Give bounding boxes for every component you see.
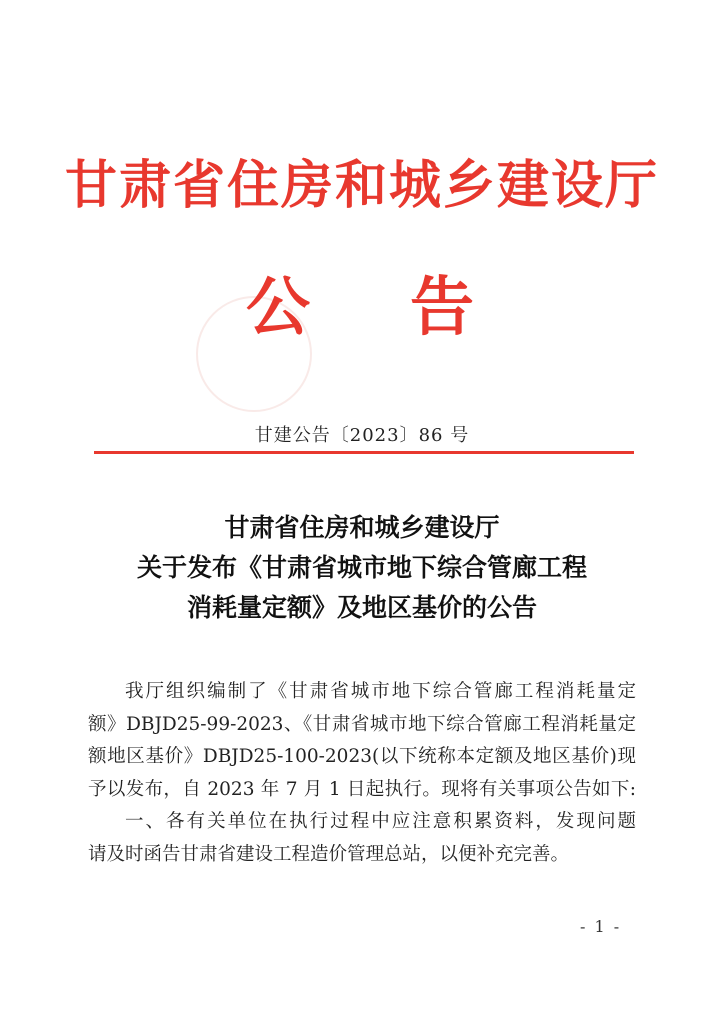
body-line-4: 予以发布，自 2023 年 7 月 1 日起执行。现将有关事项公告如下: [88,778,636,800]
notice-char-1: 公 [246,271,310,345]
body-line-2: 额》DBJD25-99-2023、《甘肃省城市地下综合管廊工程消耗量定 [88,713,636,735]
title-line-1: 甘肃省住房和城乡建设厅 [224,513,500,542]
notice-heading [0,271,724,348]
notice-title [80,508,644,628]
document-number: 甘建公告〔2023〕86 号 [254,425,470,446]
body-line-5: 一、各有关单位在执行过程中应注意积累资料，发现问题 [125,811,636,832]
body-line-6: 请及时函告甘肃省建设工程造价管理总站，以便补充完善。 [88,843,570,865]
body-text [88,676,636,871]
red-divider-line [94,451,634,454]
title-line-3: 消耗量定额》及地区基价的公告 [186,593,537,622]
agency-title: 甘肃省住房和城乡建设厅 [64,156,659,216]
body-line-1: 我厅组织编制了《甘肃省城市地下综合管廊工程消耗量定 [125,681,636,702]
notice-char-2: 告 [410,271,474,345]
page-number: - 1 - [580,917,622,936]
title-line-2: 关于发布《甘肃省城市地下综合管廊工程 [136,553,587,582]
body-line-3: 额地区基价》DBJD25-100-2023(以下统称本定额及地区基价)现 [88,746,636,767]
